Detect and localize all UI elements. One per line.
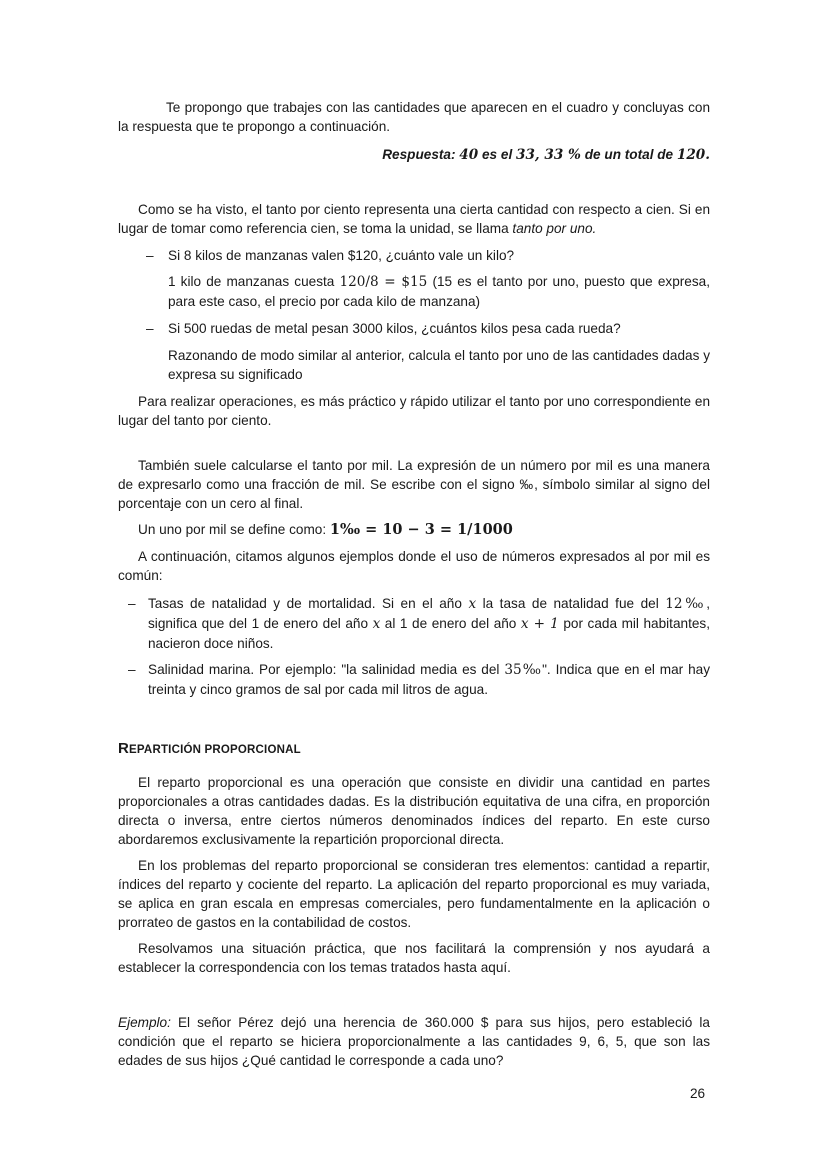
- ejemplo-text: El señor Pérez dejó una herencia de 360.000 $ para sus hijos, pero estableció la condición que el reparto se hiciera proporcionalmente a las cantidades 9, 6, 5, que son las edades de sus hijos ¿Qué cantidad le corresponde a cada uno?: [118, 1015, 710, 1068]
- reparto-text-1: El reparto proporcional es una operación que consiste en dividir una cantidad en partes proporcionales a otras cantidades dadas. Es la distribución equitativa de una cifra, en proporción directa o inversa, entre ciertos números denominados índices del reparto. En este curso abordaremos exclusivamente la repartición proporcional directa.: [118, 775, 710, 847]
- natalidad-value: 12‰: [665, 596, 707, 612]
- reparto-text-3: Resolvamos una situación práctica, que nos facilitará la comprensión y nos ayudará a establecer la correspondencia con los temas tratados hasta aquí.: [118, 941, 710, 975]
- question-2-text: Si 500 ruedas de metal pesan 3000 kilos, ¿cuántos kilos pesa cada rueda?: [168, 321, 621, 336]
- question-2: [168, 319, 710, 338]
- intro-text: Te propongo que trabajes con las cantidades que aparecen en el cuadro y concluyas con la respuesta que te propongo a continuación.: [118, 100, 710, 134]
- ejemplo-paragraph: [118, 1013, 710, 1070]
- answer-2: [168, 346, 710, 384]
- define-text: Un uno por mil se define como:: [138, 522, 330, 537]
- reparto-paragraph-1: [118, 773, 710, 849]
- intro-paragraph: [118, 98, 710, 136]
- natalidad-text-c: , significa que del 1 de enero del año: [148, 596, 710, 631]
- answer-1-text-b: (15 es el tanto por uno, puesto que expresa, para este caso, el precio por cada kilo de manzana): [168, 274, 710, 309]
- respuesta-text-2: de un total de: [580, 147, 677, 162]
- natalidad-text-b: la tasa de natalidad fue del: [476, 596, 666, 611]
- bullet-dash: –: [146, 248, 154, 263]
- continuacion-paragraph: [118, 547, 710, 585]
- tanto-por-uno-text: Como se ha visto, el tanto por ciento representa una cierta cantidad con respecto a cien. Si en lugar de tomar como referencia cien, se toma la unidad, se llama: [118, 202, 710, 236]
- reparto-paragraph-2: [118, 856, 710, 932]
- salinidad-text-a: Salinidad marina. Por ejemplo: "la salinidad media es del: [148, 662, 505, 677]
- ejemplo-label: Ejemplo:: [118, 1015, 171, 1030]
- respuesta-value-3: 120.: [676, 147, 710, 163]
- continuacion-text: A continuación, citamos algunos ejemplos donde el uso de números expresados al por mil es común:: [118, 549, 710, 583]
- page-number: 26: [690, 1086, 706, 1101]
- realizar-paragraph: [118, 392, 710, 430]
- bullet-dash: –: [146, 321, 154, 336]
- realizar-text: Para realizar operaciones, es más práctico y rápido utilizar el tanto por uno correspondiente en lugar del tanto por ciento.: [118, 394, 710, 428]
- define-line: [118, 520, 710, 539]
- natalidad-text-a: Tasas de natalidad y de mortalidad. Si en el año: [148, 596, 469, 611]
- respuesta-value-1: 40: [459, 147, 479, 163]
- natalidad-text-e: por cada mil habitantes, nacieron doce niños.: [148, 616, 710, 651]
- respuesta-line: [118, 145, 710, 165]
- heading-rest: EPARTICIÓN PROPORCIONAL: [129, 744, 301, 756]
- reparto-text-2: En los problemas del reparto proporcional se consideran tres elementos: cantidad a repartir, índices del reparto y cociente del reparto. La aplicación del reparto proporcional es muy variada, se aplica en gran escala en empresas comerciales, pero fundamentalmente en la aplicación o prorrateo de gastos en la contabilidad de costos.: [118, 858, 710, 930]
- reparto-paragraph-3: [118, 939, 710, 977]
- natalidad-text-d: al 1 de enero del año: [380, 616, 521, 631]
- question-1-text: Si 8 kilos de manzanas valen $120, ¿cuánto vale un kilo?: [168, 248, 515, 263]
- natalidad-var-3: x + 1: [520, 616, 559, 632]
- natalidad-var-2: x: [372, 616, 381, 632]
- question-1: [168, 246, 710, 265]
- answer-1: [168, 272, 710, 311]
- example-salinidad: [148, 660, 710, 699]
- respuesta-value-2: 33, 33 %: [516, 147, 581, 163]
- tanto-por-mil-paragraph: [118, 456, 710, 513]
- bullet-dash: –: [128, 662, 136, 677]
- salinidad-text-b: ". Indica que en el mar hay treinta y cinco gramos de sal por cada mil litros de agua.: [148, 662, 711, 697]
- tanto-por-mil-text: También suele calcularse el tanto por mil. La expresión de un número por mil es una manera de expresarlo como una fracción de mil. Se escribe con el signo ‰, símbolo similar al signo del porcentaje con un cero al final.: [118, 458, 710, 511]
- answer-1-text-a: 1 kilo de manzanas cuesta: [168, 274, 340, 289]
- salinidad-value: 35‰: [504, 662, 543, 678]
- heading-initial: R: [118, 740, 130, 757]
- respuesta-label: Respuesta:: [382, 147, 456, 162]
- answer-1-math: 120/8 = $15: [339, 274, 428, 290]
- section-heading: [118, 740, 301, 757]
- natalidad-var: x: [468, 596, 477, 612]
- respuesta-text-1: es el: [478, 147, 517, 162]
- tanto-por-uno-paragraph: [118, 200, 710, 238]
- define-math: 1‰ = 10 − 3 = 1/1000: [329, 521, 513, 538]
- answer-2-text: Razonando de modo similar al anterior, calcula el tanto por uno de las cantidades dadas y expresa su significado: [168, 348, 710, 382]
- tanto-por-uno-term: tanto por uno.: [512, 221, 597, 236]
- example-natalidad: [148, 594, 710, 653]
- bullet-dash: –: [128, 596, 136, 611]
